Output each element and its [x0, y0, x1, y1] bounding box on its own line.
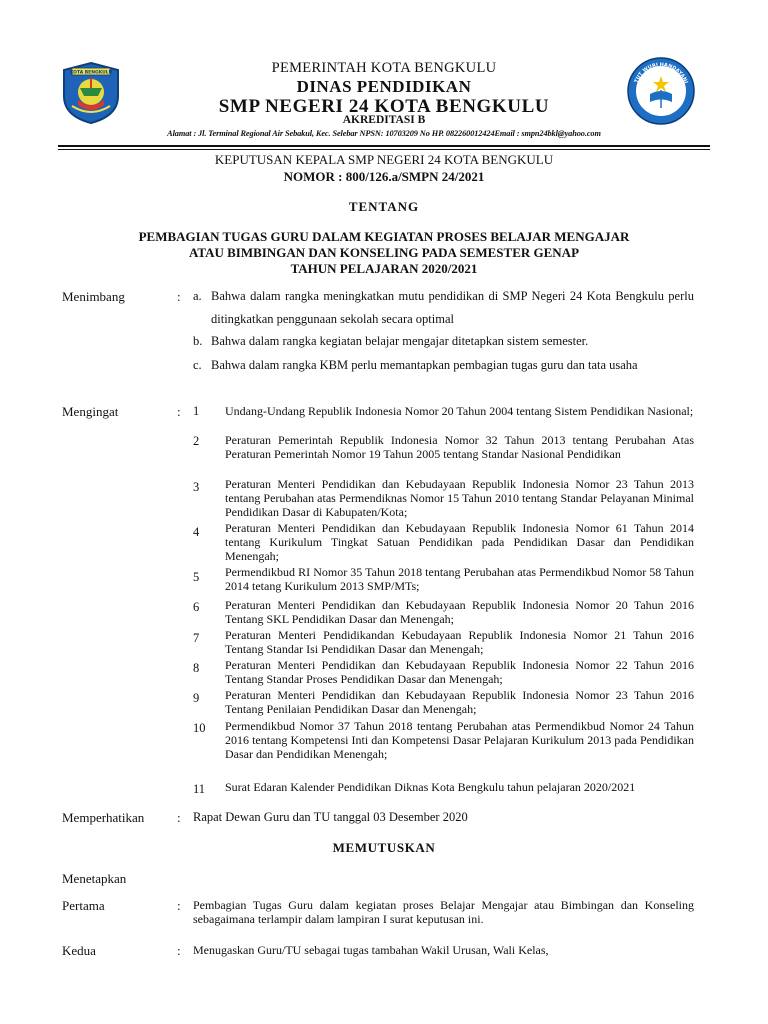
kedua-label: Kedua	[62, 943, 96, 958]
mengingat-item-1: Undang-Undang Republik Indonesia Nomor 20 Tahun 2004 tentang Sistem Pendidikan Nasional;	[225, 404, 694, 418]
mengingat-item-7: Peraturan Menteri Pendidikandan Kebudayaan Republik Indonesia Nomor 21 Tahun 2016 Tentang Standar Isi Pendidikan Dasar dan Menengah;	[225, 628, 694, 656]
header-rule-thick	[58, 145, 710, 147]
mengingat-num-5: 5	[193, 570, 200, 584]
mengingat-num-4: 4	[193, 525, 200, 539]
menimbang-letter-a: a.	[193, 289, 202, 303]
decree-title: KEPUTUSAN KEPALA SMP NEGERI 24 KOTA BENGKULU	[214, 152, 554, 167]
mengingat-item-11: Surat Edaran Kalender Pendidikan Diknas Kota Bengkulu tahun pelajaran 2020/2021	[225, 780, 636, 794]
memperhatikan-text: Rapat Dewan Guru dan TU tanggal 03 Desember 2020	[193, 810, 468, 824]
menimbang-letter-b: b.	[193, 334, 203, 348]
mengingat-item-9: Peraturan Menteri Pendidikan dan Kebudayaan Republik Indonesia Nomor 23 Tahun 2016 Tentang Penilaian Pendidikan Dasar dan Menengah;	[225, 688, 694, 716]
menimbang-item-b: Bahwa dalam rangka kegiatan belajar mengajar ditetapkan sistem semester.	[211, 334, 589, 348]
svg-text:KOTA BENGKULU: KOTA BENGKULU	[69, 70, 113, 76]
decree-number: NOMOR : 800/126.a/SMPN 24/2021	[283, 169, 485, 184]
mengingat-num-7: 7	[193, 631, 200, 645]
mengingat-num-1: 1	[193, 404, 200, 418]
mengingat-item-5: Permendikbud RI Nomor 35 Tahun 2018 tentang Perubahan atas Permendikbud Nomor 58 Tahun 2014 tetang Kurikulum 2013 SMP/MTs;	[225, 565, 694, 593]
mengingat-num-6: 6	[193, 600, 200, 614]
kedua-text: Menugaskan Guru/TU sebagai tugas tambahan Wakil Urusan, Wali Kelas,	[193, 943, 549, 957]
mengingat-num-11: 11	[193, 782, 206, 796]
decree-subject-line-2: ATAU BIMBINGAN DAN KONSELING PADA SEMESTER GENAP	[188, 245, 580, 260]
department-name: DINAS PENDIDIKAN	[296, 77, 472, 96]
mengingat-item-6: Peraturan Menteri Pendidikan dan Kebudayaan Republik Indonesia Nomor 20 Tahun 2016 Tentang SKL Pendidikan Dasar dan Menengah;	[225, 598, 694, 626]
pertama-text: Pembagian Tugas Guru dalam kegiatan proses Belajar Mengajar atau Bimbingan dan Konseling sebagaimana terlampir dalam lampiran I surat keputusan ini.	[193, 898, 694, 926]
school-name: SMP NEGERI 24 KOTA BENGKULU	[218, 96, 550, 117]
menimbang-item-a: Bahwa dalam rangka meningkatkan mutu pendidikan di SMP Negeri 24 Kota Bengkulu perlu ditingkatkan penggunaan sekolah secara optimal	[211, 289, 694, 326]
decree-subject-line-1: PEMBAGIAN TUGAS GURU DALAM KEGIATAN PROSES BELAJAR MENGAJAR	[138, 229, 630, 244]
mengingat-num-9: 9	[193, 691, 200, 705]
mengingat-num-8: 8	[193, 661, 200, 675]
pertama-label: Pertama	[62, 898, 105, 913]
mengingat-item-8: Peraturan Menteri Pendidikan dan Kebudayaan Republik Indonesia Nomor 22 Tahun 2016 Tentang Standar Proses Pendidikan Dasar dan Menengah;	[225, 658, 694, 686]
memperhatikan-colon: :	[177, 810, 181, 825]
pertama-colon: :	[177, 898, 181, 913]
mengingat-num-10: 10	[193, 721, 206, 735]
mengingat-label: Mengingat	[62, 404, 119, 419]
mengingat-colon: :	[177, 404, 181, 419]
kedua-colon: :	[177, 943, 181, 958]
memutuskan-heading: MEMUTUSKAN	[332, 840, 436, 855]
mengingat-num-2: 2	[193, 434, 200, 448]
menimbang-label: Menimbang	[62, 289, 125, 304]
header-rule-thin	[58, 149, 710, 150]
menetapkan-label: Menetapkan	[62, 871, 127, 886]
menimbang-letter-c: c.	[193, 358, 202, 372]
svg-text:TUT WURI HANDAYANI: TUT WURI HANDAYANI	[633, 61, 689, 85]
government-name: PEMERINTAH KOTA BENGKULU	[271, 60, 497, 76]
tentang-heading: TENTANG	[348, 199, 420, 214]
accreditation: AKREDITASI B	[342, 114, 426, 126]
mengingat-item-10: Permendikbud Nomor 37 Tahun 2018 tentang Perubahan atas Permendikbud Nomor 24 Tahun 2016 tentang Kompetensi Inti dan Kompetensi Dasar Pelajaran Kurikulum 2013 pada Pendidikan Dasar dan Pendidikan Menengah;	[225, 719, 694, 761]
mengingat-item-2: Peraturan Pemerintah Republik Indonesia Nomor 32 Tahun 2013 tentang Perubahan Atas Peraturan Pemerintah Nomor 19 Tahun 2005 tentang Standar Nasional Pendidikan	[225, 433, 694, 461]
menimbang-colon: :	[177, 289, 181, 304]
mengingat-num-3: 3	[193, 480, 200, 494]
mengingat-item-3: Peraturan Menteri Pendidikan dan Kebudayaan Republik Indonesia Nomor 23 Tahun 2013 tentang Perubahan atas Permendiknas Nomor 15 Tahun 2010 tentang Standar Pelayanan Minimal Pendidikan Dasar di Kabupaten/Kota;	[225, 477, 694, 519]
mengingat-item-4: Peraturan Menteri Pendidikan dan Kebudayaan Republik Indonesia Nomor 61 Tahun 2014 tentang Kurikulum Tingkat Satuan Pendidikan pada Pendidikan Dasar dan Pendidikan Menengah;	[225, 521, 694, 563]
memperhatikan-label: Memperhatikan	[62, 810, 145, 825]
decree-subject-line-3: TAHUN PELAJARAN 2020/2021	[290, 261, 478, 276]
menimbang-item-c: Bahwa dalam rangka KBM perlu memantapkan pembagian tugas guru dan tata usaha	[211, 358, 638, 372]
school-address: Alamat : Jl. Terminal Regional Air Sebakul, Kec. Selebar NPSN: 10703209 No HP. 082260012424Email : smpn24bkl@yahoo.com	[167, 129, 601, 138]
